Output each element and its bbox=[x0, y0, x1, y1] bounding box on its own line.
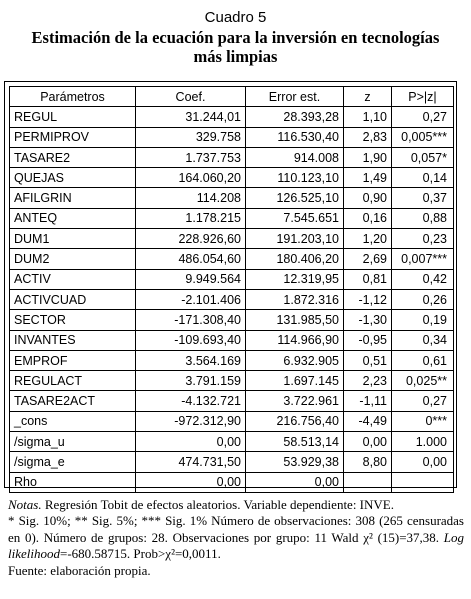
notes-line-1 bbox=[8, 497, 464, 513]
table-row bbox=[10, 411, 454, 431]
z-cell: -1,30 bbox=[344, 310, 392, 330]
z-cell bbox=[344, 472, 392, 492]
table-row bbox=[10, 249, 454, 269]
p-value-cell: 0,005*** bbox=[392, 127, 454, 147]
p-value-cell: 0,19 bbox=[392, 310, 454, 330]
table-notes bbox=[8, 497, 464, 579]
parameter-cell: Rho bbox=[10, 472, 136, 492]
coef-cell: -109.693,40 bbox=[136, 330, 246, 350]
table-body bbox=[10, 107, 454, 493]
p-value-cell: 0,26 bbox=[392, 289, 454, 309]
z-cell: 1,90 bbox=[344, 147, 392, 167]
z-cell: -1,12 bbox=[344, 289, 392, 309]
std-error-cell: 191.203,10 bbox=[246, 229, 344, 249]
title-line-1: Estimación de la ecuación para la inversión en tecnologías bbox=[31, 28, 440, 47]
header-cell: Parámetros bbox=[10, 87, 136, 107]
significance-note: * Sig. 10%; ** Sig. 5%; *** Sig. 1% Número de observaciones: 308 (265 censuradas en 0). Número de grupos: 28. Observaciones por grupo: 11 Wald bbox=[8, 513, 464, 545]
p-value-cell: 0,88 bbox=[392, 208, 454, 228]
header-cell: Error est. bbox=[246, 87, 344, 107]
table-row bbox=[10, 452, 454, 472]
std-error-cell: 116.530,40 bbox=[246, 127, 344, 147]
z-cell: 1,49 bbox=[344, 168, 392, 188]
std-error-cell: 1.872.316 bbox=[246, 289, 344, 309]
parameter-cell: _cons bbox=[10, 411, 136, 431]
std-error-cell: 58.513,14 bbox=[246, 432, 344, 452]
std-error-cell: 114.966,90 bbox=[246, 330, 344, 350]
table-row bbox=[10, 289, 454, 309]
table-row bbox=[10, 208, 454, 228]
coef-cell: 114.208 bbox=[136, 188, 246, 208]
source-note: Fuente: elaboración propia. bbox=[8, 562, 151, 578]
parameter-cell: EMPROF bbox=[10, 350, 136, 370]
std-error-cell: 1.697.145 bbox=[246, 371, 344, 391]
table-row bbox=[10, 330, 454, 350]
parameter-cell: REGULACT bbox=[10, 371, 136, 391]
parameter-cell: SECTOR bbox=[10, 310, 136, 330]
p-value-cell: 0*** bbox=[392, 411, 454, 431]
z-cell: 0,51 bbox=[344, 350, 392, 370]
coef-cell: 1.737.753 bbox=[136, 147, 246, 167]
p-value-cell: 1.000 bbox=[392, 432, 454, 452]
parameter-cell: TASARE2 bbox=[10, 147, 136, 167]
table-frame bbox=[4, 81, 457, 488]
title-line-2: más limpias bbox=[193, 47, 278, 66]
std-error-cell: 914.008 bbox=[246, 147, 344, 167]
std-error-cell: 3.722.961 bbox=[246, 391, 344, 411]
std-error-cell: 216.756,40 bbox=[246, 411, 344, 431]
table-row bbox=[10, 188, 454, 208]
z-cell: 0,00 bbox=[344, 432, 392, 452]
std-error-cell: 7.545.651 bbox=[246, 208, 344, 228]
table-row bbox=[10, 168, 454, 188]
parameter-cell: /sigma_e bbox=[10, 452, 136, 472]
table-title bbox=[0, 28, 471, 66]
p-value-cell: 0,057* bbox=[392, 147, 454, 167]
header-cell: Coef. bbox=[136, 87, 246, 107]
std-error-cell: 12.319,95 bbox=[246, 269, 344, 289]
p-value-cell: 0,27 bbox=[392, 107, 454, 127]
regression-table bbox=[9, 86, 454, 493]
table-row bbox=[10, 391, 454, 411]
coef-cell: -972.312,90 bbox=[136, 411, 246, 431]
parameter-cell: REGUL bbox=[10, 107, 136, 127]
header-cell: z bbox=[344, 87, 392, 107]
parameter-cell: INVANTES bbox=[10, 330, 136, 350]
p-value-cell: 0,007*** bbox=[392, 249, 454, 269]
parameter-cell: AFILGRIN bbox=[10, 188, 136, 208]
p-value-cell: 0,34 bbox=[392, 330, 454, 350]
z-cell: 1,10 bbox=[344, 107, 392, 127]
z-cell: 2,69 bbox=[344, 249, 392, 269]
coef-cell: 164.060,20 bbox=[136, 168, 246, 188]
table-row bbox=[10, 127, 454, 147]
table-row bbox=[10, 432, 454, 452]
coef-cell: 228.926,60 bbox=[136, 229, 246, 249]
coef-cell: 0,00 bbox=[136, 432, 246, 452]
z-cell: 0,81 bbox=[344, 269, 392, 289]
coef-cell: 486.054,60 bbox=[136, 249, 246, 269]
coef-cell: 31.244,01 bbox=[136, 107, 246, 127]
table-row bbox=[10, 310, 454, 330]
table-row bbox=[10, 147, 454, 167]
coef-cell: -171.308,40 bbox=[136, 310, 246, 330]
z-cell: 1,20 bbox=[344, 229, 392, 249]
p-value-cell: 0,37 bbox=[392, 188, 454, 208]
std-error-cell: 180.406,20 bbox=[246, 249, 344, 269]
header-row bbox=[10, 87, 454, 107]
p-value-cell: 0,00 bbox=[392, 452, 454, 472]
std-error-cell: 6.932.905 bbox=[246, 350, 344, 370]
parameter-cell: ACTIV bbox=[10, 269, 136, 289]
notes-statistics bbox=[8, 513, 464, 562]
std-error-cell: 126.525,10 bbox=[246, 188, 344, 208]
p-value-cell: 0,025** bbox=[392, 371, 454, 391]
coef-cell: 9.949.564 bbox=[136, 269, 246, 289]
p-value-cell: 0,14 bbox=[392, 168, 454, 188]
notes-label: Notas. bbox=[8, 497, 42, 512]
table-row bbox=[10, 229, 454, 249]
coef-cell: 1.178.215 bbox=[136, 208, 246, 228]
table-row bbox=[10, 371, 454, 391]
parameter-cell: PERMIPROV bbox=[10, 127, 136, 147]
p-value-cell: 0,42 bbox=[392, 269, 454, 289]
p-value-cell: 0,23 bbox=[392, 229, 454, 249]
coef-cell: 474.731,50 bbox=[136, 452, 246, 472]
coef-cell: 3.564.169 bbox=[136, 350, 246, 370]
p-value-cell: 0,27 bbox=[392, 391, 454, 411]
std-error-cell: 131.985,50 bbox=[246, 310, 344, 330]
coef-cell: 329.758 bbox=[136, 127, 246, 147]
coef-cell: 3.791.159 bbox=[136, 371, 246, 391]
std-error-cell: 110.123,10 bbox=[246, 168, 344, 188]
z-cell: 0,90 bbox=[344, 188, 392, 208]
parameter-cell: /sigma_u bbox=[10, 432, 136, 452]
log-likelihood-label: Log likelihood bbox=[8, 529, 464, 562]
z-cell: 2,83 bbox=[344, 127, 392, 147]
coef-cell: -4.132.721 bbox=[136, 391, 246, 411]
z-cell: 8,80 bbox=[344, 452, 392, 472]
parameter-cell: QUEJAS bbox=[10, 168, 136, 188]
p-value-cell: 0,61 bbox=[392, 350, 454, 370]
parameter-cell: TASARE2ACT bbox=[10, 391, 136, 411]
parameter-cell: DUM1 bbox=[10, 229, 136, 249]
coef-cell: -2.101.406 bbox=[136, 289, 246, 309]
coef-cell: 0,00 bbox=[136, 472, 246, 492]
z-cell: -4,49 bbox=[344, 411, 392, 431]
p-value-cell bbox=[392, 472, 454, 492]
z-cell: -0,95 bbox=[344, 330, 392, 350]
notes-description: Regresión Tobit de efectos aleatorios. Variable dependiente: INVE. bbox=[41, 497, 394, 512]
std-error-cell: 0,00 bbox=[246, 472, 344, 492]
std-error-cell: 28.393,28 bbox=[246, 107, 344, 127]
log-likelihood-value: =-680.58715. Prob>χ²=0,0011. bbox=[60, 546, 221, 562]
table-row bbox=[10, 350, 454, 370]
chi-square-stat: χ² (15)=37,38. bbox=[363, 529, 444, 545]
parameter-cell: ACTIVCUAD bbox=[10, 289, 136, 309]
table-row bbox=[10, 472, 454, 492]
z-cell: 2,23 bbox=[344, 371, 392, 391]
z-cell: -1,11 bbox=[344, 391, 392, 411]
z-cell: 0,16 bbox=[344, 208, 392, 228]
table-row bbox=[10, 269, 454, 289]
table-row bbox=[10, 107, 454, 127]
header-cell: P>|z| bbox=[392, 87, 454, 107]
std-error-cell: 53.929,38 bbox=[246, 452, 344, 472]
table-caption: Cuadro 5 bbox=[204, 9, 267, 26]
parameter-cell: ANTEQ bbox=[10, 208, 136, 228]
parameter-cell: DUM2 bbox=[10, 249, 136, 269]
